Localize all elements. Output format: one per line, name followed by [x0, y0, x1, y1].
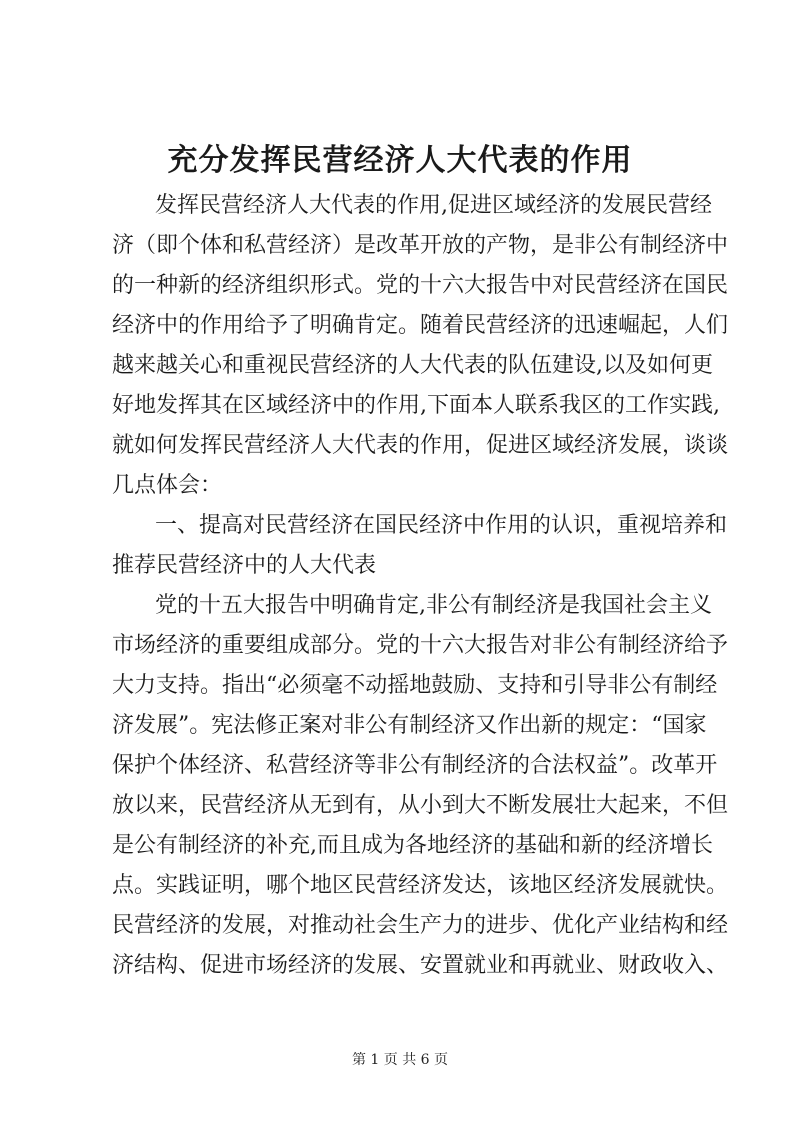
paragraph: [112, 506, 728, 586]
paragraph-line: 的一种新的经济组织形式。党的十六大报告中对民营经济在国民: [112, 273, 729, 298]
paragraph-line: 大力支持。指出“必须毫不动摇地鼓励、支持和引导非公有制经: [112, 673, 718, 698]
paragraph: [112, 186, 729, 506]
paragraph-line: 民营经济的发展，对推动社会生产力的进步、优化产业结构和经: [112, 913, 729, 938]
paragraph-line: 经济中的作用给予了明确肯定。随着民营经济的迅速崛起，人们: [112, 313, 729, 338]
document-title: 充分发挥民营经济人大代表的作用: [167, 143, 633, 178]
paragraph-line: 推荐民营经济中的人大代表: [112, 553, 377, 578]
page-footer: 第 1 页 共 6 页: [351, 1052, 449, 1068]
paragraph-line: 保护个体经济、私营经济等非公有制经济的合法权益”。改革开: [112, 753, 718, 778]
paragraph-line: 是公有制经济的补充,而且成为各地经济的基础和新的经济增长: [112, 833, 713, 858]
paragraph-line: 点。实践证明，哪个地区民营经济发达，该地区经济发展就快。: [112, 873, 729, 898]
paragraph-line: 好地发挥其在区域经济中的作用,下面本人联系我区的工作实践,: [112, 393, 720, 418]
paragraph-line: 越来越关心和重视民营经济的人大代表的队伍建设,以及如何更: [112, 353, 713, 378]
paragraph-line: 几点体会：: [112, 473, 223, 498]
paragraph: [112, 586, 729, 986]
paragraph-line: 党的十五大报告中明确肯定,非公有制经济是我国社会主义: [155, 593, 712, 618]
paragraph-line: 济发展”。宪法修正案对非公有制经济又作出新的规定：“国家: [112, 713, 707, 738]
paragraph-line: 济（即个体和私营经济）是改革开放的产物，是非公有制经济中: [112, 233, 729, 258]
paragraph-line: 济结构、促进市场经济的发展、安置就业和再就业、财政收入、: [112, 953, 729, 978]
paragraph-line: 发挥民营经济人大代表的作用,促进区域经济的发展民营经: [155, 193, 712, 218]
paragraph-line: 就如何发挥民营经济人大代表的作用，促进区域经济发展，谈谈: [112, 433, 729, 458]
paragraph-line: 市场经济的重要组成部分。党的十六大报告对非公有制经济给予: [112, 633, 729, 658]
paragraph-line: 放以来，民营经济从无到有，从小到大不断发展壮大起来，不但: [112, 793, 729, 818]
paragraph-line: 一、提高对民营经济在国民经济中作用的认识，重视培养和: [155, 513, 728, 538]
document-body: [112, 186, 729, 986]
